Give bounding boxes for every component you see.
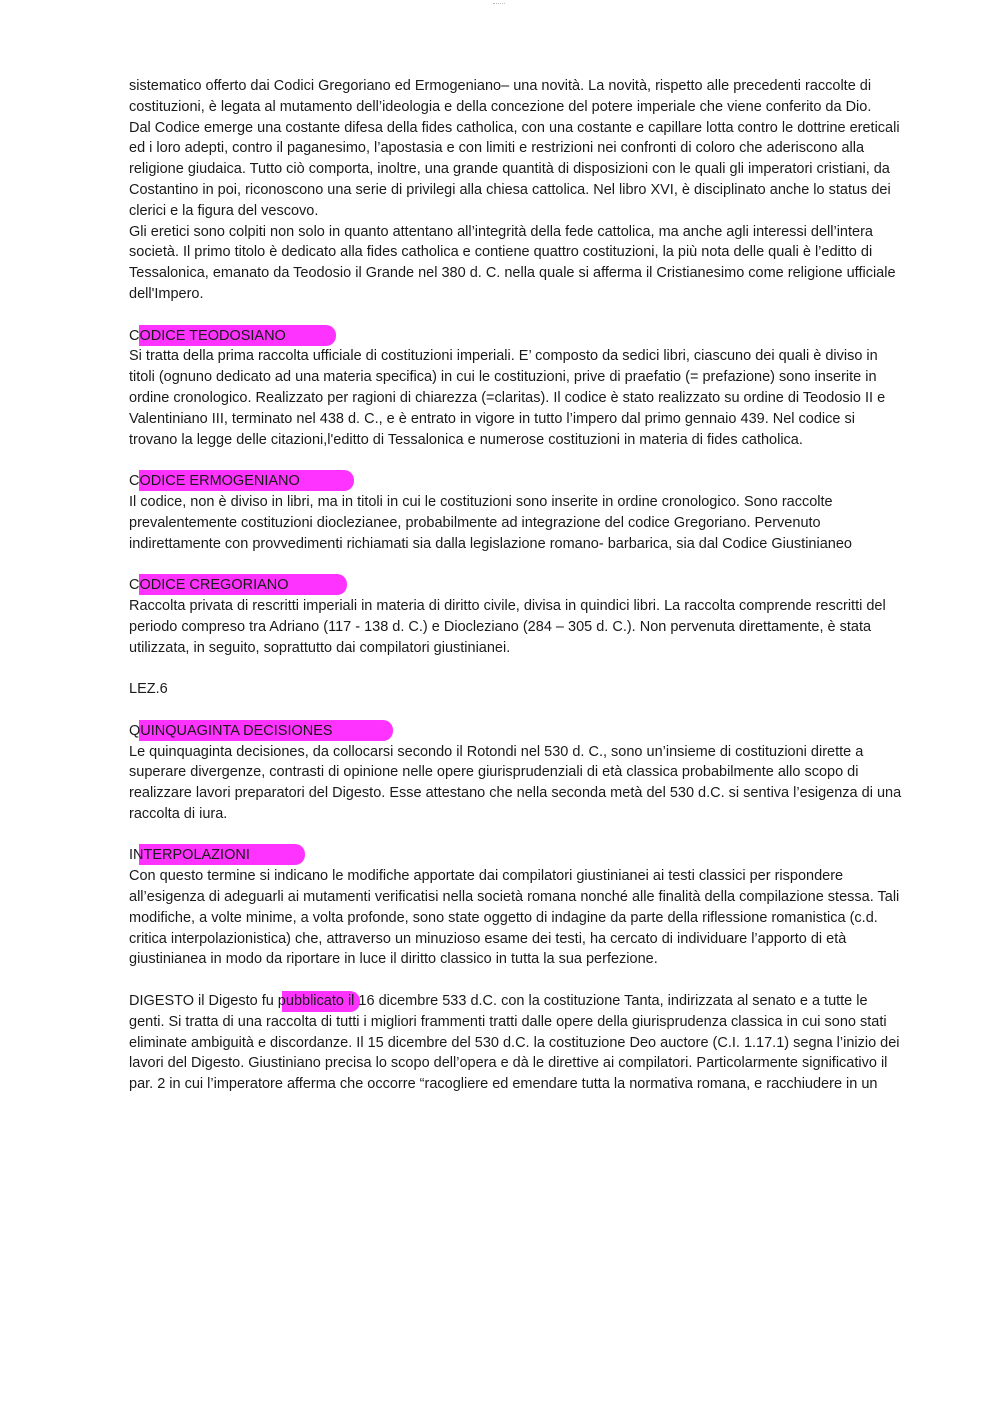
section-digesto	[129, 991, 904, 1095]
section-codice-gregoriano	[129, 575, 904, 658]
heading-codice-teodosiano: CODICE TEODOSIANO	[129, 326, 286, 347]
text-codice-teodosiano: Si tratta della prima raccolta ufficiale di costituzioni imperiali. E’ composto da sedici libri, ciascuno dei quali è diviso in titoli (ognuno dedicato ad una materia specifica) in cui le costituzioni, prive di praefatio (= prefazione) sono inserite in ordine cronologico. Realizzato per ragioni di chiarezza (=claritas). Il codice è stato realizzato su ordine di Teodosio II e Valentiniano III, terminato nel 438 d. C., e è entrato in vigore in tutto l’impero dal primo gennaio 439. Nel codice si trovano la legge delle citazioni,l'editto di Tessalonica e numerose costituzioni in materia di fides catholica.	[129, 348, 886, 448]
text-codice-ermogeniano: Il codice, non è diviso in libri, ma in titoli in cui le costituzioni sono inserite in ordine cronologico. Sono raccolte prevalentemente costituzioni dioclezianee, probabilmente ad integrazione del codice Gregoriano. Pervenuto indirettamente con provvedimenti richiamati sia dalla legislazione romano- barbarica, sia dal Codice Giustinianeo	[129, 493, 852, 552]
section-codice-ermogeniano	[129, 471, 904, 554]
heading-interpolazioni: INTERPOLAZIONI	[129, 845, 250, 866]
page-top-mark	[493, 0, 505, 4]
section-quinquaginta-decisiones	[129, 721, 904, 825]
paragraph-fides-catholica: Dal Codice emerge una costante difesa della fides catholica, con una costante e capillare lotta contro le dottrine ereticali ed i loro adepti, contro il paganesimo, l’apostasia e con limiti e restrizioni nei confronti di coloro che aderiscono alla religione giudaica. Tutto ciò comporta, inoltre, una grande quantità di disposizioni con le quali gli imperatori cristiani, da Costantino in poi, riconoscono una serie di privilegi alla chiesa cattolica. Nel libro XVI, è disciplinato anche lo status dei clerici e la figura del vescovo.	[129, 119, 900, 219]
paragraph-eretici: Gli eretici sono colpiti non solo in quanto attentano all’integrità della fede cattolica, ma anche agli interessi dell’intera società. Il primo titolo è dedicato alla fides catholica e contiene quattro costituzioni, la più nota delle quali è l’editto di Tessalonica, emanato da Teodosio il Grande nel 380 d. C. nella quale si afferma il Cristianesimo come religione ufficiale dell'Impero.	[129, 223, 896, 302]
text-interpolazioni: Con questo termine si indicano le modifiche apportate dai compilatori giustinianei ai testi classici per rispondere all’esigenza di adeguarli ai mutamenti verificatisi nella società romana nonché alle finalità della compilazione stessa. Tali modifiche, a volte minime, a volta profonde, sono state oggetto di indagine da parte della riflessione romanistica (c.d. critica interpolazionistica) che, attraverso un minuzioso esame dei testi, ha cercato di individuare l’apporto di età giustinianea in modo da riportare in luce il diritto classico in tutta la sua perfezione.	[129, 868, 900, 968]
heading-codice-gregoriano: CODICE CREGORIANO	[129, 575, 289, 596]
heading-quinquaginta-decisiones: QUINQUAGINTA DECISIONES	[129, 721, 333, 742]
text-codice-gregoriano: Raccolta privata di rescritti imperiali in materia di diritto civile, divisa in quindici libri. La raccolta comprende rescritti del periodo compreso tra Adriano (117 - 138 d. C.) e Diocleziano (284 – 305 d. C.). Non pervenuta direttamente, è stata utilizzata, in seguito, soprattutto dai compilatori giustinianei.	[129, 597, 886, 656]
text-digesto: DIGESTO il Digesto fu pubblicato il 16 dicembre 533 d.C. con la costituzione Tanta, indirizzata al senato e a tutte le genti. Si tratta di una raccolta di tutti i migliori frammenti tratti dalle opere della giurisprudenza classica in cui sono stati eliminate ambiguità e discordanze. Il 15 dicembre del 530 d.C. la costituzione Deo auctore (C.I. 1.17.1) segna l’inizio dei lavori del Digesto. Giustiniano precisa lo scopo dell’opera e dà le direttive ai compilatori. Particolarmente significativo il par. 2 in cui l’imperatore afferma che occorre “racogliere ed emendare tutta la normativa romana, e racchiudere in un	[129, 993, 900, 1093]
document-page	[129, 76, 904, 1095]
heading-codice-ermogeniano: CODICE ERMOGENIANO	[129, 471, 300, 492]
text-quinquaginta-decisiones: Le quinquaginta decisiones, da collocarsi secondo il Rotondi nel 530 d. C., sono un’insieme di costituzioni dirette a superare divergenze, contrasti di opinione nelle opere giurisprudenziali di età classica probabilmente allo scopo di realizzare lavori preparatori del Digesto. Esse attestano che nella seconda metà del 530 d.C. si sentiva l’esigenza di una raccolta di iura.	[129, 743, 902, 822]
section-codice-teodosiano	[129, 326, 904, 451]
section-interpolazioni	[129, 845, 904, 970]
paragraph-codici: sistematico offerto dai Codici Gregoriano ed Ermogeniano– una novità. La novità, rispetto alle precedenti raccolte di costituzioni, è legata al mutamento dell’ideologia e della concezione del potere imperiale che viene conferito da Dio.	[129, 78, 872, 115]
lesson-label: LEZ.6	[129, 681, 168, 698]
